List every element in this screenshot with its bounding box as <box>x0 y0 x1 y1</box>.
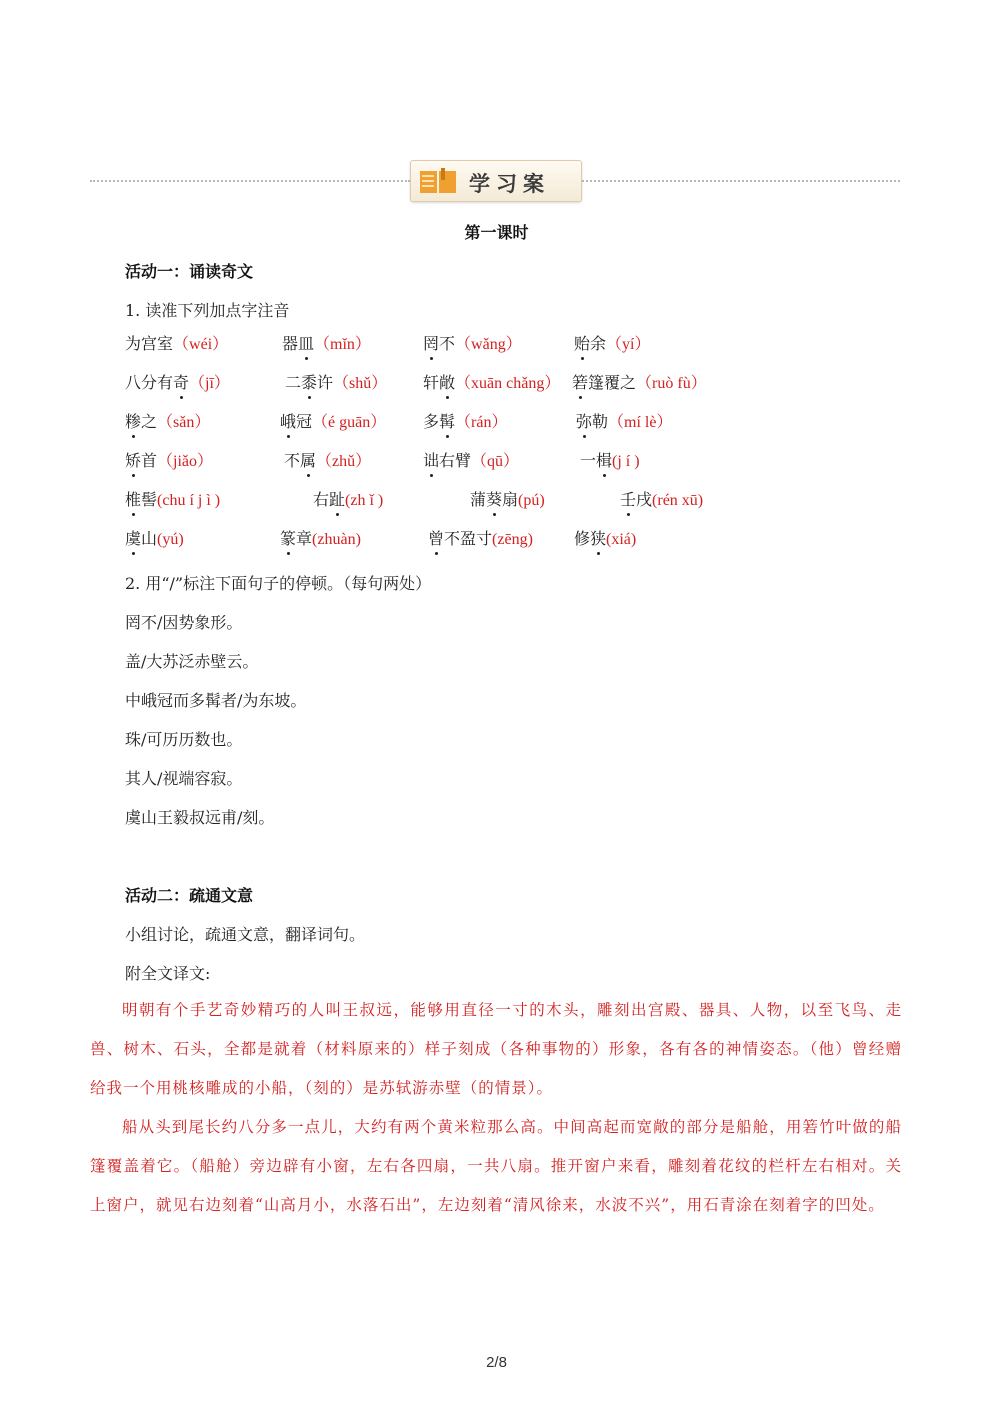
vocab-dotted-char: 峨 <box>280 409 296 432</box>
vocab-dotted-char: 篆 <box>280 526 296 549</box>
vocab-text: 右 <box>313 490 330 509</box>
vocab-text: 章 <box>296 529 313 548</box>
vocab-text: 冠 <box>296 412 313 431</box>
question2-label: 2. 用“/”标注下面句子的停顿。（每句两处） <box>125 574 432 593</box>
vocab-text: 余 <box>590 334 607 353</box>
vocab-dotted-char: 糁 <box>125 409 141 432</box>
vocab-pinyin: (yú) <box>157 531 184 548</box>
lesson-title: 第一课时 <box>464 223 529 242</box>
vocab-text: 之 <box>141 412 158 431</box>
vocab-dotted-char: 狭 <box>590 526 606 549</box>
activity2-instruction: 小组讨论，疏通文意，翻译词句。 <box>125 925 366 944</box>
vocab-pinyin: (zēng) <box>492 531 533 548</box>
vocab-item <box>423 409 507 432</box>
vocab-item <box>125 526 184 549</box>
vocab-text: 髻 <box>141 490 158 509</box>
section-banner <box>410 160 582 202</box>
vocab-text: 扇 <box>502 490 519 509</box>
vocab-text: 山 <box>141 529 158 548</box>
sentence-item: 虞山王毅叔远甫/刻。 <box>125 808 275 827</box>
vocab-row <box>0 526 993 552</box>
vocab-pinyin: （wǎng） <box>455 336 522 353</box>
vocab-dotted-char: 壬 <box>620 487 636 510</box>
vocab-pinyin: (zhuàn) <box>312 531 361 548</box>
vocab-item <box>423 448 519 471</box>
vocab-dotted-char: 黍 <box>301 370 317 393</box>
vocab-item <box>125 487 220 510</box>
banner-divider-left <box>90 180 410 182</box>
vocab-row <box>0 370 993 396</box>
vocab-text: 修 <box>574 529 591 548</box>
vocab-item <box>580 448 640 471</box>
vocab-dotted-char: 葵 <box>486 487 502 510</box>
vocab-text: 二 <box>285 373 302 392</box>
vocab-dotted-char: 敞 <box>439 370 455 393</box>
vocab-dotted-char: 椎 <box>125 487 141 510</box>
activity1-heading: 活动一：诵读奇文 <box>125 262 254 281</box>
translation-label: 附全文译文: <box>125 964 211 983</box>
vocab-pinyin: (pú) <box>518 492 545 509</box>
vocab-pinyin: （yí） <box>606 336 651 353</box>
vocab-dotted-char: 趾 <box>329 487 345 510</box>
vocab-text: 为 <box>125 334 142 353</box>
vocab-pinyin: （rán） <box>455 414 508 431</box>
vocab-text: 不 <box>284 451 301 470</box>
vocab-pinyin: (chu í j ì ) <box>157 492 221 509</box>
vocab-item <box>125 370 230 393</box>
vocab-pinyin: （jī） <box>189 375 230 392</box>
vocab-item <box>574 331 650 354</box>
vocab-dotted-char: 箬 <box>572 370 588 393</box>
vocab-text: 不盈寸 <box>444 529 493 548</box>
vocab-pinyin: （mǐn） <box>314 336 371 353</box>
vocab-dotted-char: 属 <box>300 448 316 471</box>
vocab-text: 右臂 <box>439 451 472 470</box>
vocab-text: 勒 <box>592 412 609 431</box>
vocab-dotted-char: 虞 <box>125 526 141 549</box>
vocab-text: 轩 <box>423 373 440 392</box>
vocab-item <box>620 487 703 510</box>
vocab-item <box>313 487 383 510</box>
vocab-pinyin: （xuān chǎng） <box>455 375 561 392</box>
vocab-row <box>0 448 993 474</box>
vocab-dotted-char: 曾 <box>428 526 444 549</box>
vocab-pinyin: (rén xū) <box>652 492 704 509</box>
vocab-item <box>125 331 228 354</box>
vocab-item <box>428 526 533 549</box>
vocab-dotted-char: 楫 <box>596 448 612 471</box>
vocab-pinyin: （ruò fù） <box>636 375 707 392</box>
vocab-item <box>572 370 707 393</box>
vocab-item <box>574 526 636 549</box>
vocab-text: 不 <box>439 334 456 353</box>
vocab-row <box>0 487 993 513</box>
vocab-dotted-char: 矫 <box>125 448 141 471</box>
vocab-item <box>125 409 210 432</box>
vocab-text: 戌 <box>636 490 653 509</box>
translation-paragraph: 明朝有个手艺奇妙精巧的人叫王叔远，能够用直径一寸的木头，雕刻出宫殿、器具、人物，以至飞鸟、走兽、树木、石头，全都是就着（材料原来的）样子刻成（各种事物的）形象，各有各的神情姿态。（他）曾经赠给我一个用桃核雕成的小船，（刻的）是苏轼游赤壁（的情景）。 <box>90 1001 902 1097</box>
vocab-pinyin: (xiá) <box>606 531 637 548</box>
vocab-item <box>470 487 545 510</box>
sentence-item: 中峨冠而多髯者/为东坡。 <box>125 691 307 710</box>
vocab-item <box>125 448 213 471</box>
vocab-item <box>282 331 371 354</box>
translation-paragraph: 船从头到尾长约八分多一点儿，大约有两个黄米粒那么高。中间高起而宽敞的部分是船舱，用箬竹叶做的船篷覆盖着它。（船舱）旁边辟有小窗，左右各四扇，一共八扇。推开窗户来看，雕刻着花纹的栏杆左右相对。关上窗户，就见右边刻着“山高月小，水落石出”，左边刻着“清风徐来，水波不兴”，用石青涂在刻着字的凹处。 <box>90 1118 902 1214</box>
vocab-item <box>576 409 672 432</box>
vocab-pinyin: （é guān） <box>312 414 387 431</box>
sentence-item: 珠/可历历数也。 <box>125 730 243 749</box>
vocab-dotted-char: 诎 <box>423 448 439 471</box>
vocab-row <box>0 331 993 357</box>
banner-title: 学习案 <box>469 172 550 196</box>
vocab-item <box>280 526 361 549</box>
book-icon <box>419 167 459 195</box>
vocab-text: 多 <box>423 412 440 431</box>
vocab-dotted-char: 奇 <box>173 370 189 393</box>
vocab-text: 八分有 <box>125 373 174 392</box>
vocab-pinyin: （shǔ） <box>333 375 388 392</box>
sentence-item: 其人/视端容寂。 <box>125 769 243 788</box>
vocab-text: 宫室 <box>141 334 174 353</box>
question1-label: 1. 读准下列加点字注音 <box>125 301 290 320</box>
vocab-dotted-char: 弥 <box>576 409 592 432</box>
vocab-pinyin: (j í ) <box>612 453 640 470</box>
vocab-pinyin: （zhǔ） <box>316 453 372 470</box>
activity2-heading: 活动二：疏通文意 <box>125 886 254 905</box>
vocab-dotted-char: 贻 <box>574 331 590 354</box>
vocab-dotted-char: 皿 <box>298 331 314 354</box>
vocab-row <box>0 409 993 435</box>
vocab-text: 一 <box>580 451 597 470</box>
vocab-item <box>423 370 560 393</box>
vocab-dotted-char: 髯 <box>439 409 455 432</box>
vocab-text: 篷覆之 <box>588 373 637 392</box>
vocab-text: 许 <box>317 373 334 392</box>
vocab-item <box>280 409 386 432</box>
vocab-text: 器 <box>282 334 299 353</box>
banner-divider-right <box>582 180 900 182</box>
vocab-text: 首 <box>141 451 158 470</box>
vocab-pinyin: （sǎn） <box>157 414 211 431</box>
vocab-pinyin: （qū） <box>471 453 520 470</box>
vocab-text: 蒲 <box>470 490 487 509</box>
vocab-pinyin: (zh ǐ ) <box>345 492 384 509</box>
vocab-dotted-char: 罔 <box>423 331 439 354</box>
sentence-item: 罔不/因势象形。 <box>125 613 243 632</box>
page-number: 2/8 <box>486 1354 507 1371</box>
vocab-item <box>423 331 522 354</box>
vocab-item <box>284 448 371 471</box>
vocab-pinyin: （jiǎo） <box>157 453 214 470</box>
sentence-item: 盖/大苏泛赤壁云。 <box>125 652 259 671</box>
vocab-item <box>285 370 387 393</box>
vocab-pinyin: （wéi） <box>173 336 229 353</box>
vocab-pinyin: （mí lè） <box>608 414 673 431</box>
